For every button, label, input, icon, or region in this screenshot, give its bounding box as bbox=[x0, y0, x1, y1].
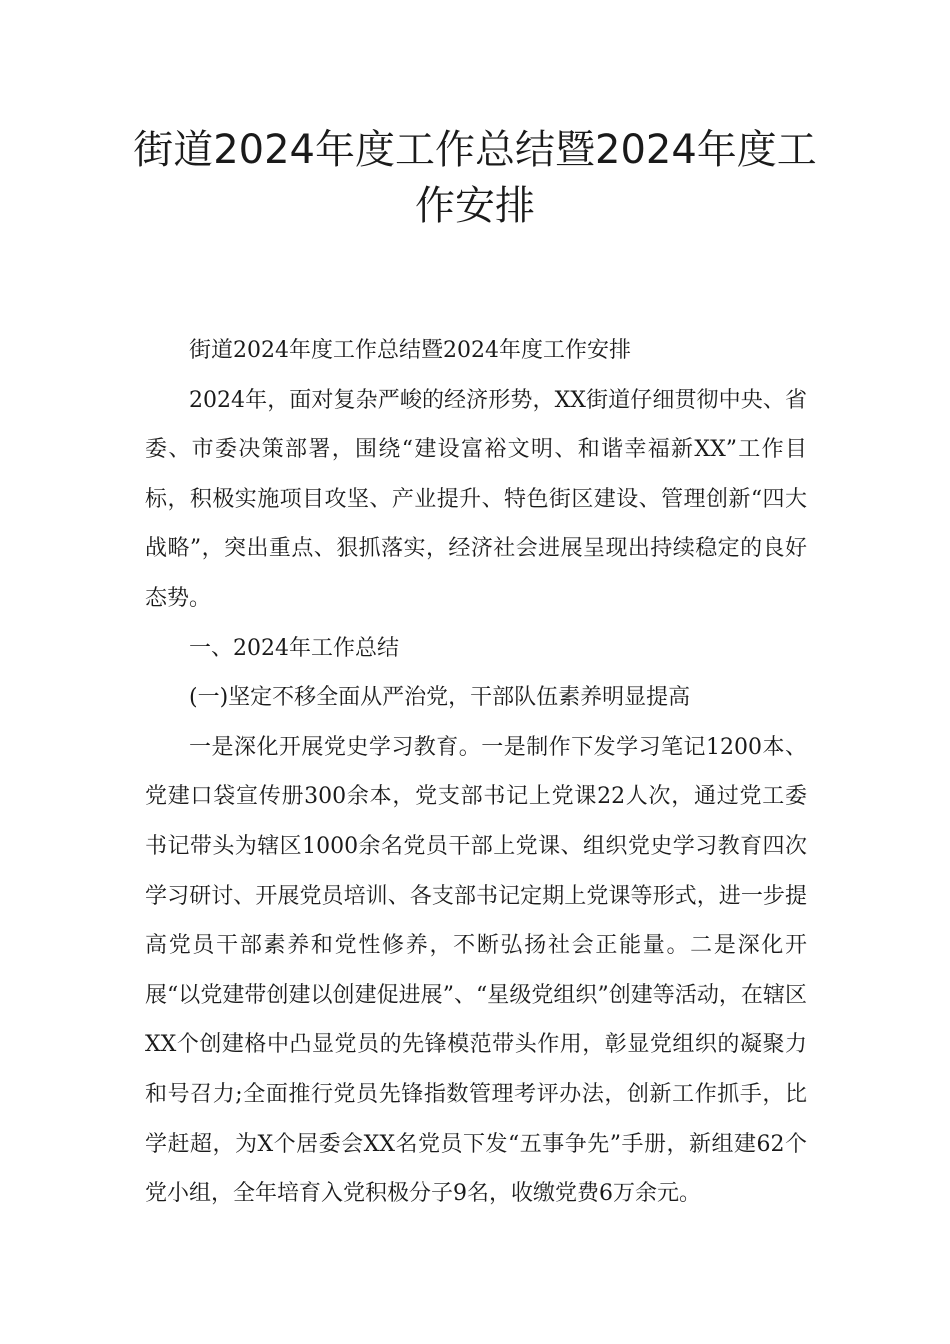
paragraph-party-study: 一是深化开展党史学习教育。一是制作下发学习笔记1200本、党建口袋宣传册300余本，党支部书记上党课22人次，通过党工委书记带头为辖区1000余名党员干部上党课、组织党史学习教育四次学习研讨、开展党员培训、各支部书记定期上党课等形式，进一步提高党员干部素养和党性修养，不断弘扬社会正能量。二是深化开展“以党建带创建以创建促进展”、“星级党组织”创建等活动，在辖区XX个创建格中凸显党员的先锋模范带头作用，彰显党组织的凝聚力和号召力;全面推行党员先锋指数管理考评办法，创新工作抓手，比学赶超，为X个居委会XX名党员下发“五事争先”手册，新组建62个党小组，全年培育入党积极分子9名，收缴党费6万余元。 bbox=[145, 734, 807, 1207]
section-heading: 一、2024年工作总结 bbox=[189, 635, 399, 661]
document-body bbox=[145, 326, 807, 1219]
subsection-heading: (一)坚定不移全面从严治党，干部队伍素养明显提高 bbox=[189, 685, 691, 711]
paragraph-subtitle: 街道2024年度工作总结暨2024年度工作安排 bbox=[189, 338, 631, 363]
document-title: 街道2024年度工作总结暨2024年度工作安排 bbox=[133, 127, 817, 229]
paragraph-intro: 2024年，面对复杂严峻的经济形势，XX街道仔细贯彻中央、省委、市委决策部署，围绕“建设富裕文明、和谐幸福新XX”工作目标，积极实施项目攻坚、产业提升、特色街区建设、管理创新“四大战略”，突出重点、狠抓落实，经济社会进展呈现出持续稳定的良好态势。 bbox=[145, 387, 807, 611]
